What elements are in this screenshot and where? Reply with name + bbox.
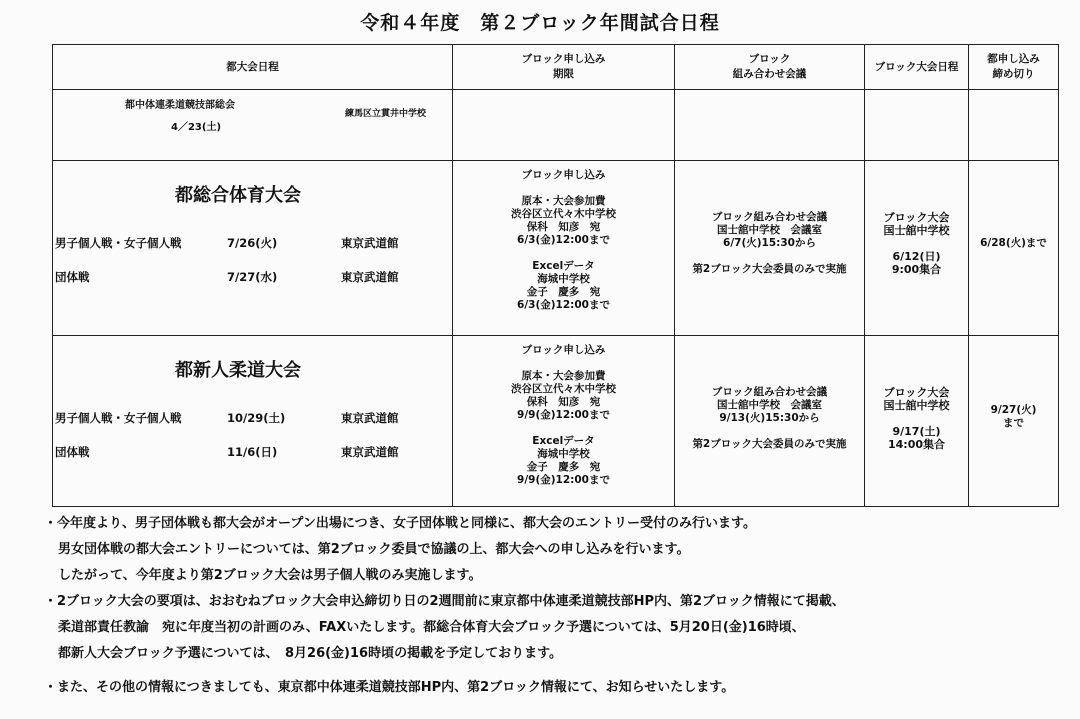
sougou-apply-line: 6/3(金)12:00まで [517, 234, 610, 246]
sougou-deadline-cell [969, 161, 1059, 336]
sougou-block-cell [865, 161, 969, 336]
note-line: 都新人大会ブロック予選については、 8月26(金)16時頃の掲載を予定しております。 [58, 646, 563, 661]
header-meeting [675, 45, 865, 90]
sougou-name: 都総合体育大会 [175, 185, 301, 206]
shinjin-event2-date: 11/6(日) [227, 445, 278, 459]
sougou-apply-line: 6/3(金)12:00まで [517, 299, 610, 311]
sougou-apply-line: Excelデータ [532, 260, 595, 272]
header-meeting-line2: 組み合わせ会議 [732, 68, 807, 80]
empty-cell [675, 90, 865, 161]
note-line: 柔道部責任教諭 宛に年度当初の計画のみ、FAXいたします。都総合体育大会ブロック予選については、5月20日(金)16時頃、 [58, 620, 805, 635]
header-tokyo-deadline [969, 45, 1059, 90]
sougou-block-line: 9:00集合 [891, 263, 942, 276]
shinjin-meeting-line: 国士舘中学校 会議室 [717, 399, 822, 411]
header-apply-deadline [453, 45, 675, 90]
shinjin-event1-label: 男子個人戦・女子個人戦 [55, 411, 182, 425]
header-apply-line2: 期限 [553, 68, 574, 80]
row-shinjin [53, 336, 1059, 507]
header-meeting-line1: ブロック [748, 53, 791, 65]
sougou-info-cell [53, 161, 453, 336]
sougou-apply-line: 海城中学校 [537, 273, 590, 285]
sougou-event2-date: 7/27(水) [227, 270, 278, 284]
header-block-date: ブロック大会日程 [865, 45, 969, 90]
row-general-meeting [53, 90, 1059, 161]
shinjin-event1-date: 10/29(土) [227, 411, 286, 425]
note-line: 男女団体戦の都大会エントリーについては、第2ブロック委員で協議の上、都大会への申し込みを行います。 [58, 542, 690, 557]
shinjin-event2-venue: 東京武道館 [341, 445, 399, 459]
shinjin-info-cell [53, 336, 453, 507]
shinjin-meeting-line: 第2ブロック大会委員のみで実施 [692, 438, 847, 450]
note-line: ・2ブロック大会の要項は、おおむねブロック大会申込締切り日の2週間前に東京都中体連柔道競技部HP内、第2ブロック情報にて掲載、 [44, 594, 845, 609]
general-meeting-name: 都中体連柔道競技部総会 [125, 100, 235, 111]
spacer [453, 182, 674, 195]
shinjin-apply-line: 9/9(金)12:00まで [517, 474, 610, 486]
shinjin-apply-line: 原本・大会参加費 [521, 370, 606, 382]
sougou-meeting-line: 6/7(火)15:30から [723, 237, 816, 249]
header-row [53, 45, 1059, 90]
spacer [453, 357, 674, 370]
shinjin-meeting-line: ブロック組み合わせ会議 [711, 386, 828, 398]
sougou-apply-line: 渋谷区立代々木中学校 [511, 208, 616, 220]
sougou-block-line: 国士舘中学校 [883, 224, 950, 237]
shinjin-apply-cell [453, 336, 675, 507]
shinjin-block-line: ブロック大会 [883, 386, 950, 399]
empty-cell [969, 90, 1059, 161]
shinjin-apply-line: 保科 知彦 宛 [526, 396, 601, 408]
general-meeting-cell [53, 90, 453, 161]
spacer [675, 425, 864, 438]
row-sougou [53, 161, 1059, 336]
sougou-apply-line: 保科 知彦 宛 [526, 221, 601, 233]
sougou-meeting-line: 第2ブロック大会委員のみで実施 [692, 263, 847, 275]
spacer [453, 247, 674, 260]
shinjin-block-line: 14:00集合 [887, 438, 945, 451]
sougou-apply-cell [453, 161, 675, 336]
sougou-block-line: ブロック大会 [883, 211, 950, 224]
shinjin-event1-venue: 東京武道館 [341, 411, 399, 425]
shinjin-event2-label: 団体戦 [55, 445, 90, 459]
spacer [453, 422, 674, 435]
shinjin-apply-line: ブロック申し込み [521, 344, 606, 356]
spacer [865, 412, 968, 425]
shinjin-meeting-cell [675, 336, 865, 507]
header-deadline-line1: 都申し込み [987, 53, 1040, 65]
shinjin-apply-line: 渋谷区立代々木中学校 [511, 383, 616, 395]
empty-cell [453, 90, 675, 161]
header-tournament: 都大会日程 [53, 45, 453, 90]
shinjin-meeting-line: 9/13(火)15:30から [719, 412, 820, 424]
shinjin-block-line: 9/17(土) [892, 425, 941, 438]
sougou-block-line: 6/12(日) [892, 250, 941, 263]
shinjin-deadline-line1: 9/27(火) [990, 404, 1037, 416]
sougou-apply-line: ブロック申し込み [521, 169, 606, 181]
sougou-apply-line: 金子 慶多 宛 [526, 286, 601, 298]
shinjin-block-cell [865, 336, 969, 507]
page-title: 令和４年度 第２ブロック年間試合日程 [360, 12, 720, 34]
shinjin-deadline-line2: まで [1003, 417, 1024, 429]
general-meeting-venue: 練馬区立貫井中学校 [345, 109, 427, 119]
sougou-event2-venue: 東京武道館 [341, 270, 399, 284]
general-meeting-date: 4／23(土) [171, 122, 222, 133]
sougou-deadline: 6/28(火)まで [980, 237, 1047, 249]
spacer [675, 250, 864, 263]
shinjin-apply-line: 金子 慶多 宛 [526, 461, 601, 473]
header-apply-line1: ブロック申し込み [521, 53, 606, 65]
shinjin-name: 都新人柔道大会 [175, 360, 301, 381]
shinjin-deadline-cell [969, 336, 1059, 507]
empty-cell [865, 90, 969, 161]
sougou-meeting-cell [675, 161, 865, 336]
shinjin-apply-line: Excelデータ [532, 435, 595, 447]
note-line: ・今年度より、男子団体戦も都大会がオープン出場につき、女子団体戦と同様に、都大会のエントリー受付のみ行います。 [44, 516, 757, 531]
spacer [865, 237, 968, 250]
sougou-apply-line: 原本・大会参加費 [521, 195, 606, 207]
schedule-table [52, 44, 1059, 507]
sougou-meeting-line: ブロック組み合わせ会議 [711, 211, 828, 223]
sougou-event2-label: 団体戦 [55, 270, 90, 284]
note-line: したがって、今年度より第2ブロック大会は男子個人戦のみ実施します。 [58, 568, 482, 583]
header-deadline-line2: 締め切り [992, 68, 1035, 80]
note-line: ・また、その他の情報につきましても、東京都中体連柔道競技部HP内、第2ブロック情報にて、お知らせいたします。 [44, 680, 735, 695]
sougou-meeting-line: 国士舘中学校 会議室 [717, 224, 822, 236]
shinjin-block-line: 国士舘中学校 [883, 399, 950, 412]
sougou-event1-venue: 東京武道館 [341, 236, 399, 250]
sougou-event1-date: 7/26(火) [227, 236, 278, 250]
sougou-event1-label: 男子個人戦・女子個人戦 [55, 236, 182, 250]
shinjin-apply-line: 海城中学校 [537, 448, 590, 460]
shinjin-apply-line: 9/9(金)12:00まで [517, 409, 610, 421]
